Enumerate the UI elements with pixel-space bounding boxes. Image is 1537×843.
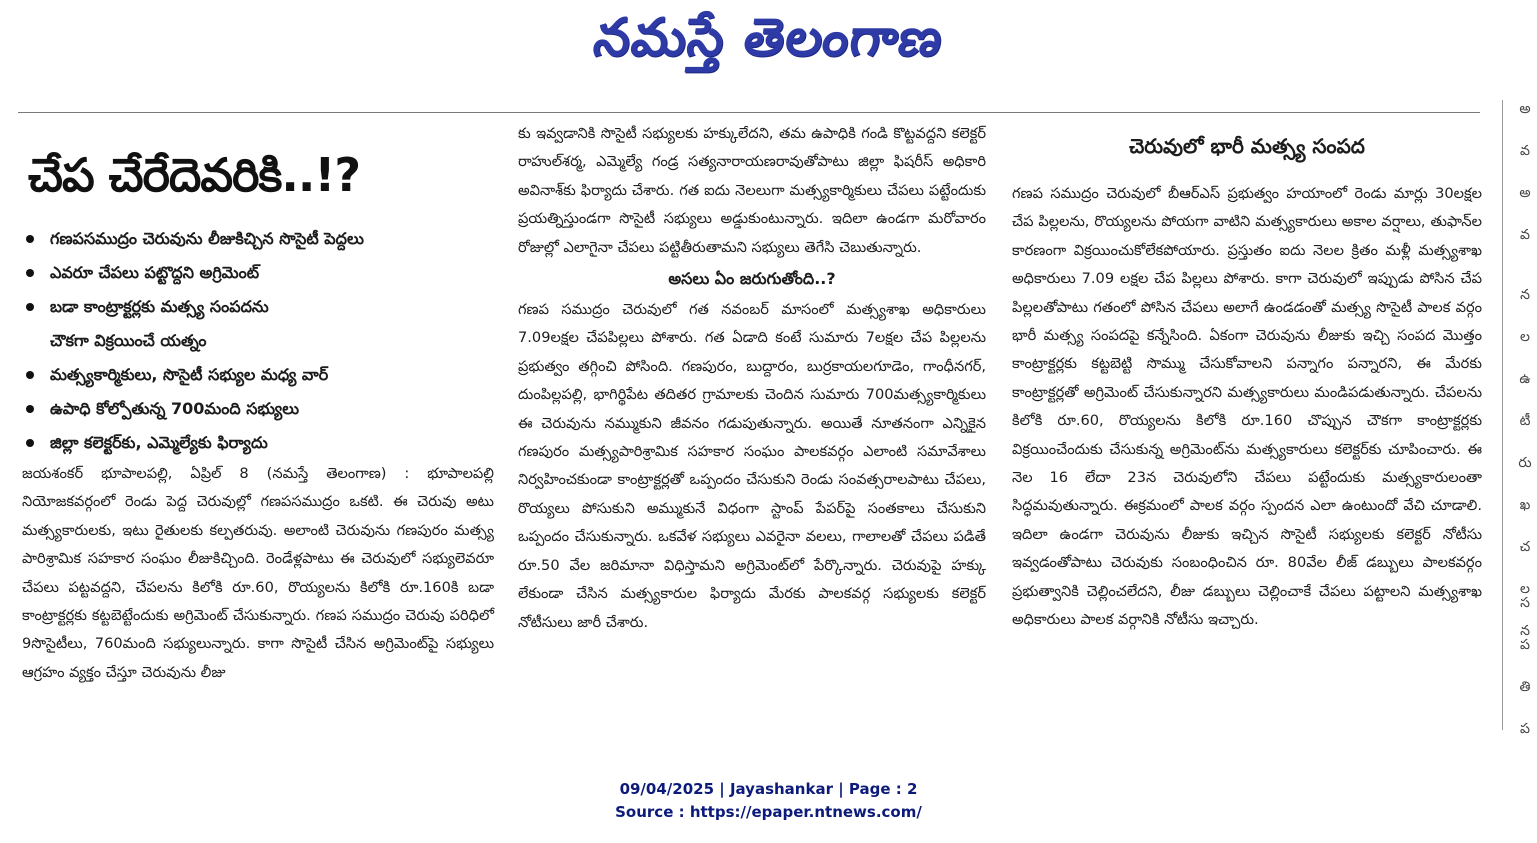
article-body-col2-para1: కు ఇవ్వడానికి సొసైటీ సభ్యులకు హక్కులేదని, తమ ఉపాధికి గండి కొట్టవద్దని కలెక్టర్ రాహుల్‌శర్మ, ఎమ్మెల్యే గండ్ర సత్యనారాయణరావుతోపాటు జిల్లా ఫిషరీస్ అధికారి అవినాశ్‌కు ఫిర్యాదు చేశారు. గత ఐదు నెలలుగా మత్స్యకార్మికులు చేపలు పట్టేందుకు ప్రయత్నిస్తుండగా సొసైటీ సభ్యులు అడ్డుకుంటున్నారు. ఇదిలా ఉండగా మరోవారం రోజుల్లో ఎలాగైనా చేపలు పట్టితీరుతామని సభ్యులు తెగేసి చెబుతున్నారు. [518, 125, 986, 256]
bullet-icon [26, 371, 34, 379]
highlight-item: బడా కాంట్రాక్టర్లకు మత్స్య సంపదను [22, 290, 494, 324]
bullet-icon [26, 439, 34, 447]
highlight-item-continued: చౌకగా విక్రయించే యత్నం [50, 331, 207, 350]
highlights-list [22, 222, 494, 460]
footer-source-link[interactable]: Source : https://epaper.ntnews.com/ [615, 803, 922, 821]
section-subheading: అసలు ఏం జరుగుతోంది..? [668, 269, 836, 289]
article-headline: చేప చేరేదెవరికి..!? [28, 148, 361, 202]
footer-date-page: 09/04/2025 | Jayashankar | Page : 2 [619, 780, 918, 798]
bullet-icon [26, 303, 34, 311]
adjacent-article-fragment-middle: న ల ఉ టీ రు ఖ చ ల న [1518, 287, 1532, 639]
masthead-rule [18, 112, 1480, 113]
article-body-col2-para2: గణప సముద్రం చెరువులో గత నవంబర్ మాసంలో మత్స్యశాఖ అధికారులు 7.09లక్షల చేపపిల్లలు పోశారు. గత ఏడాది కంటే సుమారు 7లక్షల చేప పిల్లలను ప్రభుత్వం తగ్గించి పోసింది. గణపురం, బుద్దారం, బుర్రకాయలగూడెం, గాంధీనగర్, దుంపిల్లపల్లి, భాగిర్థిపేట తదితర గ్రామాలకు చెందిన సుమారు 700మత్స్యకార్మికులు ఈ చెరువును నమ్ముకుని జీవనం గడుపుతున్నారు. అయితే నూతనంగా ఎన్నికైన గణపురం మత్స్యపారిశ్రామిక సహకార సంఘం పాలకవర్గం ఎలాంటి సమావేశాలు నిర్వహించకుండా కాంట్రాక్టర్లతో ఒప్పందం చేసుకుని రెండు సంవత్సరాలపాటు చేపలు, రొయ్యలు పోసుకుని అమ్ముకునే విధంగా స్టాంప్ పేపర్‌పై సంతకాలు చేసుకుని ఒప్పందం చేసుకున్నారు. ఒకవేళ సభ్యులు ఎవరైనా వలలు, గాలాలతో చేపలు పడితే రూ.50 వేల జరిమానా విధిస్తామని అగ్రిమెంట్‌లో పేర్కొన్నారు. చెరువుపై హక్కు లేకుండా చేసిన మత్స్యకారుల ఫిర్యాదు మేరకు పాలకవర్గ సభ్యులకు కలెక్టర్ నోటీసులు జారీ చేశారు. [518, 301, 986, 631]
highlight-item: గణపసముద్రం చెరువును లీజుకిచ్చిన సొసైటీ పెద్దలు [22, 222, 494, 256]
article-column-3 [1012, 120, 1482, 635]
highlight-item: ఉపాధి కోల్పోతున్న 700మంది సభ్యులు [22, 392, 494, 426]
highlight-item: ఎవరూ చేపలు పట్టొద్దని అగ్రిమెంట్ [22, 256, 494, 290]
masthead-logo: నమస్తే తెలంగాణ [589, 8, 948, 68]
adjacent-article-fragment-bottom: స ప తి ప [1519, 595, 1531, 737]
sidebar-article-title: చెరువులో భారీ మత్స్య సంపద [1129, 134, 1365, 158]
article-column-2 [518, 120, 986, 637]
bullet-icon [26, 269, 34, 277]
bullet-icon [26, 405, 34, 413]
highlight-item: మత్స్యకార్మికులు, సొసైటీ సభ్యుల మధ్య వార్ [22, 358, 494, 392]
bullet-icon [26, 235, 34, 243]
article-column-1 [22, 136, 494, 687]
adjacent-article-fragment-top: అ వ అ వ [1519, 101, 1531, 243]
column-divider [1502, 100, 1503, 730]
sidebar-article-body: గణప సముద్రం చెరువులో బీఆర్‌ఎస్ ప్రభుత్వం హయాంలో రెండు మార్లు 30లక్షల చేప పిల్లలను, రొయ్యలను పోయగా వాటిని మత్స్యకారులు అకాల వర్షాలు, తుఫాన్‌ల కారణంగా విక్రయించుకోలేకపోయారు. ప్రస్తుతం ఐదు నెలల క్రితం మళ్లీ మత్స్యశాఖ అధికారులు 7.09 లక్షల చేప పిల్లలు పోశారు. కాగా చెరువులో ఇప్పుడు పోసిన చేప పిల్లలతోపాటు గతంలో పోసిన చేపలు అలాగే ఉండడంతో మత్స్య సొసైటీ పాలక వర్గం భారీ మత్స్య సంపదపై కన్నేసింది. ఏకంగా చెరువును లీజుకు ఇచ్చి సంపద మొత్తం కాంట్రాక్టర్లకు కట్టబెట్టి సొమ్ము చేసుకోవాలని పన్నాగం పన్నారని, ఈ మేరకు కాంట్రాక్టర్లతో అగ్రిమెంట్ చేసుకున్నారని మత్స్యకారులు మండిపడుతున్నారు. చేపలను కిలోకి రూ.60, రొయ్యలను కిలోకి రూ.160 చొప్పున చౌకగా కాంట్రాక్టర్లకు విక్రయించేందుకు చేసుకున్న అగ్రిమెంట్‌ను మత్స్యకారులు కలెక్టర్‌కు చూపించారు. ఈ నెల 16 లేదా 23న చెరువులోని చేపలు పట్టేందుకు మత్స్యకారులంతా సిద్ధమవుతున్నారు. ఈక్రమంలో పాలక వర్గం స్పందన ఎలా ఉంటుందో వేచి చూడాలి. ఇదిలా ఉండగా చెరువును లీజుకు ఇచ్చిన సొసైటీ సభ్యులకు కలెక్టర్ నోటీసు ఇవ్వడంతోపాటు చెరువుకు సంబంధించిన రూ. 80వేల లీజ్ డబ్బులు పాలకవర్గం ప్రభుత్వానికి చెల్లించలేదని, లీజు డబ్బులు చెల్లించాకే చేపలు పట్టాలని మత్స్యశాఖ అధికారులు పాలక వర్గానికి నోటీసు ఇచ్చారు. [1012, 185, 1482, 629]
article-body-col1: జయశంకర్ భూపాలపల్లి, ఏప్రిల్ 8 (నమస్తే తెలంగాణ) : భూపాలపల్లి నియోజకవర్గంలో రెండు పెద్ద చెరువుల్లో గణపసముద్రం ఒకటి. ఈ చెరువు అటు మత్స్యకారులకు, ఇటు రైతులకు కల్పతరువు. అలాంటి చెరువును గణపురం మత్స్య పారిశ్రామిక సహకార సంఘం లీజుకిచ్చింది. రెండేళ్లపాటు ఈ చెరువులో సభ్యులెవరూ చేపలు పట్టవద్దని, చేపలను కిలోకి రూ.60, రొయ్యలను కిలోకి రూ.160కి బడా కాంట్రాక్టర్లకు కట్టబెట్టేందుకు అగ్రిమెంట్ చేసుకున్నారు. గణప సముద్రం చెరువు పరిధిలో 9సొసైటీలు, 760మంది సభ్యులున్నారు. కాగా సొసైటీ చేసిన అగ్రిమెంట్‌పై సభ్యులు ఆగ్రహం వ్యక్తం చేస్తూ చెరువును లీజు [22, 465, 494, 681]
highlight-item: జిల్లా కలెక్టర్‌కు, ఎమ్మెల్యేకు ఫిర్యాదు [22, 426, 494, 460]
